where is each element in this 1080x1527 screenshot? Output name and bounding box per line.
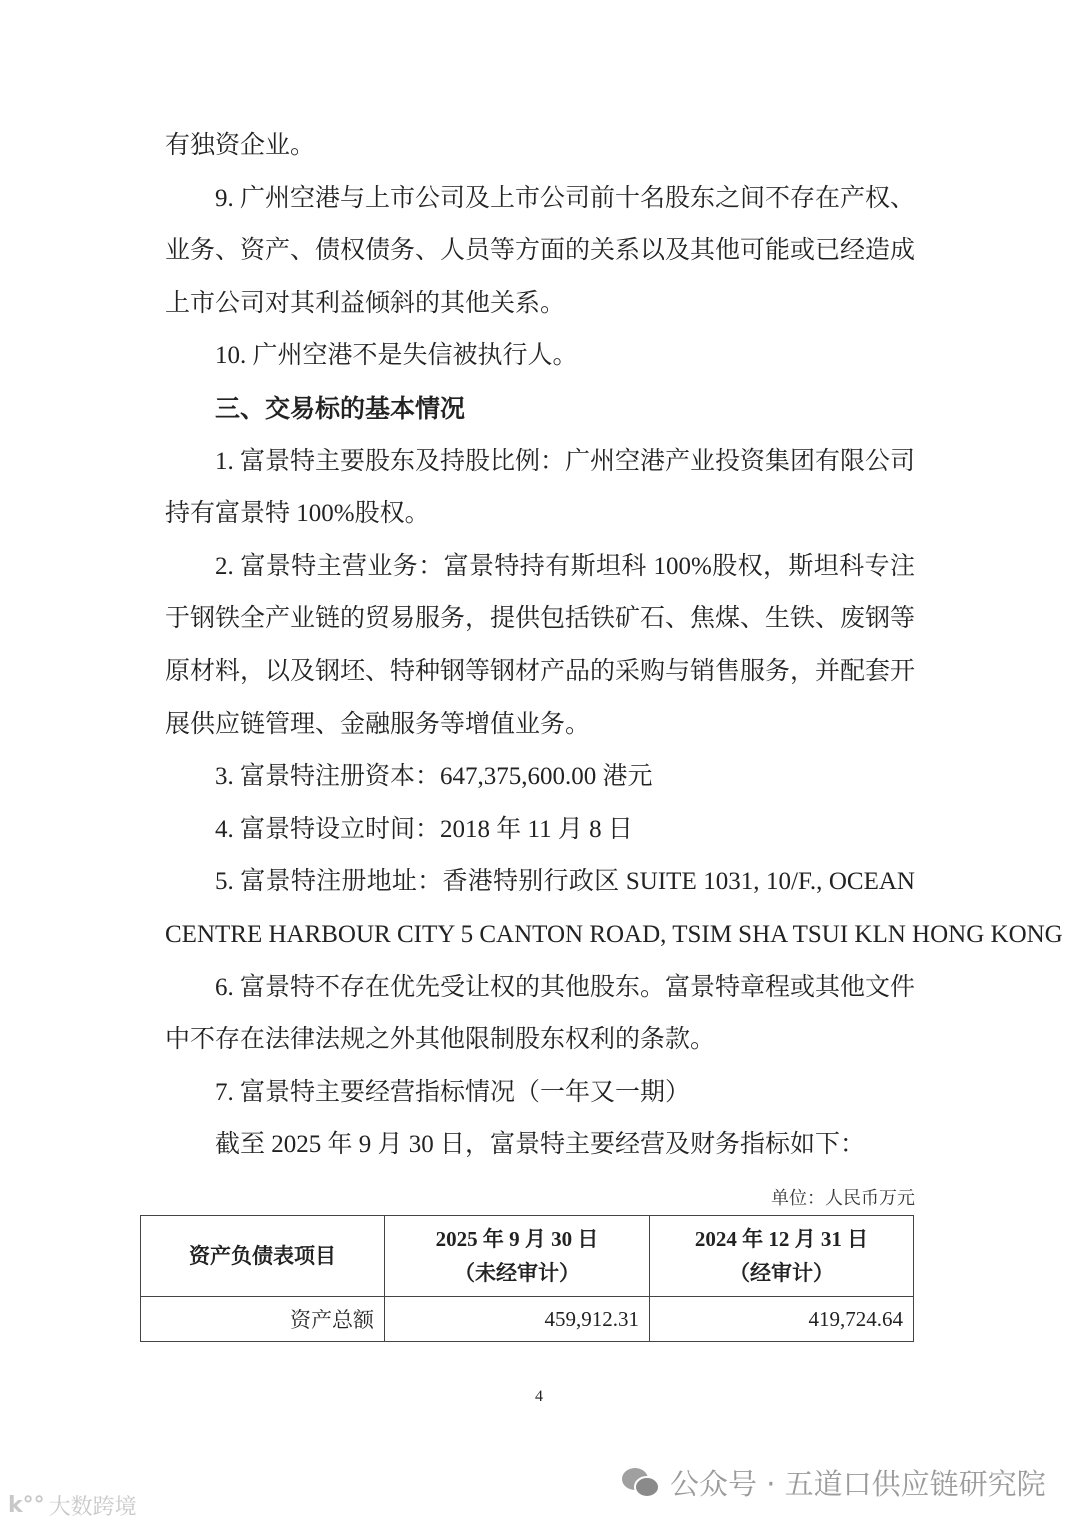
text-line: 有独资企业。 (165, 132, 316, 159)
logo-icon: k°° (8, 1493, 45, 1518)
wechat-watermark: 公众号 · 五道口供应链研究院 (620, 1462, 1046, 1503)
document-body (165, 120, 1063, 1172)
row-value-2024: 419,724.64 (650, 1297, 914, 1342)
text-line: 6. 富景特不存在优先受让权的其他股东。富景特章程或其他文件 (215, 973, 916, 1001)
text-line: 7. 富景特主要经营指标情况（一年又一期） (215, 1078, 691, 1106)
text-line: 于钢铁全产业链的贸易服务，提供包括铁矿石、焦煤、生铁、废钢等 (165, 605, 916, 633)
text-line: 9. 广州空港与上市公司及上市公司前十名股东之间不存在产权、 (215, 184, 916, 212)
table-row (141, 1297, 914, 1342)
text-line: 2. 富景特主营业务：富景特持有斯坦科 100%股权，斯坦科专注 (215, 552, 915, 580)
text-line: 上市公司对其利益倾斜的其他关系。 (165, 289, 566, 317)
text-line: 10. 广州空港不是失信被执行人。 (215, 342, 578, 370)
balance-sheet-table (140, 1215, 914, 1342)
text-line: 业务、资产、债权债务、人员等方面的关系以及其他可能或已经造成 (165, 237, 916, 265)
text-line: CENTRE HARBOUR CITY 5 CANTON ROAD, TSIM SHA TSUI KLN HONG KONG (165, 920, 1063, 948)
table-header-row (141, 1216, 914, 1297)
text-line: 中不存在法律法规之外其他限制股东权利的条款。 (165, 1026, 716, 1054)
text-line: 展供应链管理、金融服务等增值业务。 (165, 710, 591, 738)
text-line: 原材料，以及钢坯、特种钢等钢材产品的采购与销售服务，并配套开 (165, 657, 916, 685)
row-value-2025: 459,912.31 (385, 1297, 650, 1342)
text-line: 1. 富景特主要股东及持股比例：广州空港产业投资集团有限公司 (215, 447, 916, 475)
wechat-icon (620, 1465, 662, 1501)
text-line: 4. 富景特设立时间：2018 年 11 月 8 日 (215, 815, 633, 843)
section-heading: 三、交易标的基本情况 (215, 393, 466, 423)
text-line: 5. 富景特注册地址：香港特别行政区 SUITE 1031, 10/F., OCEAN (215, 868, 915, 896)
text-line: 3. 富景特注册资本：647,375,600.00 港元 (215, 763, 653, 791)
header-2024: 2024 年 12 月 31 日 （经审计） (650, 1216, 914, 1297)
unit-label: 单位：人民币万元 (771, 1188, 915, 1208)
header-item: 资产负债表项目 (141, 1216, 385, 1297)
text-line: 持有富景特 100%股权。 (165, 500, 430, 528)
text-line: 截至 2025 年 9 月 30 日，富景特主要经营及财务指标如下： (215, 1131, 866, 1159)
row-label: 资产总额 (141, 1297, 385, 1342)
header-2025: 2025 年 9 月 30 日 （未经审计） (385, 1216, 650, 1297)
page-number: 4 (535, 1388, 543, 1405)
logo-watermark: k°° 大数跨境 (8, 1493, 137, 1520)
